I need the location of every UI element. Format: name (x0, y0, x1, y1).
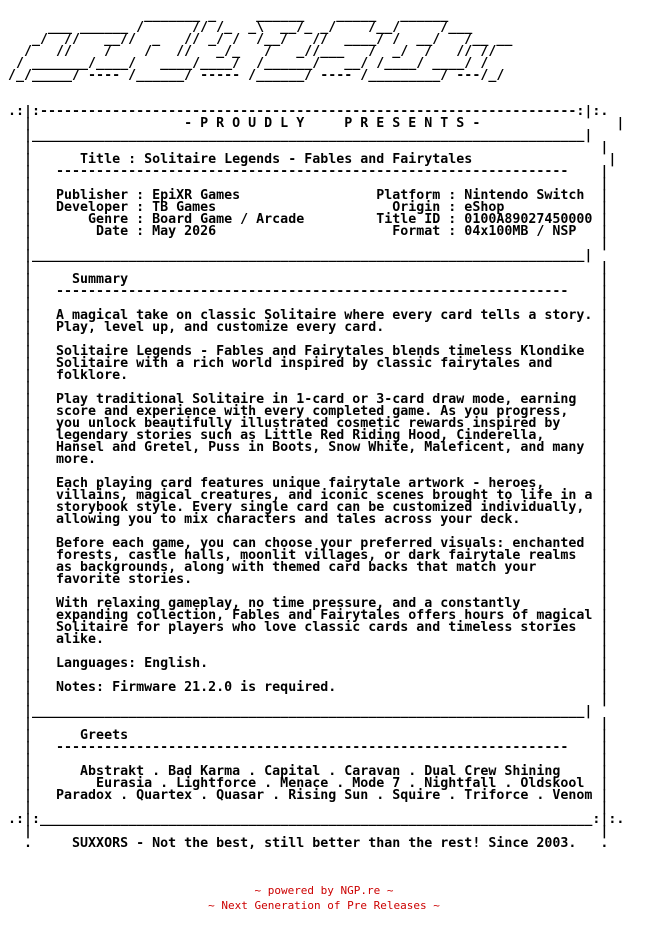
nfo-logo-art: _______ _ ______ _____ ______ ___ ______ / // /_ _\ __/_ _/ /__/ /___ _/ // __// _ // _/ / /__/ // ____/ / __/ /__ __ / // / / // _/_ / _//___ / _/ / // // / _______/____/ ____/____/ /______/ __/ /____/ ____/ / /_/_____/ ---- /______/ ----- /______/ ---- /_________/ ---/_/ (8, 8, 513, 83)
nfo-document: .:|:-------------------------------------------------------------------:|:. | - P R O U D L Y P R E S E N T S - | |_____________________________________________________________________| | | | Title : Solitaire Legends - Fables and Fairytales | | ---------------------------------------------------------------- | | | | Publisher : EpiXR Games Platform : Nintendo Switch | | Developer : TB Games Origin : eShop | | Genre : Board Game / Arcade Title ID : 0100A89027450000 | | Date : May 2026 Format : 04x100MB / NSP | | | |_____________________________________________________________________| | | | Summary | | ---------------------------------------------------------------- | | | | A magical take on classic Solitaire where every card tells a story. | | Play, level up, and customize every card. | | | | Solitaire Legends - Fables and Fairytales blends timeless Klondike | | Solitaire with a rich world inspired by classic fairytales and | | folklore. | | | | Play traditional Solitaire in 1-card or 3-card draw mode, earning | | score and experience with every completed game. As you progress, | | you unlock beautifully illustrated cosmetic rewards inspired by | | legendary stories such as Little Red Riding Hood, Cinderella, | | Hansel and Gretel, Puss in Boots, Snow White, Maleficent, and many | | more. | | | | Each playing card features unique fairytale artwork - heroes, | | villains, magical creatures, and iconic scenes brought to life in a | | storybook style. Every single card can be customized individually, | | allowing you to mix characters and tales across your deck. | | | | Before each game, you can choose your preferred visuals: enchanted | | forests, castle halls, moonlit villages, or dark fairytale realms | | as backgrounds, along with themed card backs that match your | | favorite stories. | | | | With relaxing gameplay, no time pressure, and a constantly | | expanding collection, Fables and Fairytales offers hours of magical | | Solitaire for players who love classic cards and timeless stories | | alike. | | | | Languages: English. | | | | Notes: Firmware 21.2.0 is required. | | | |_____________________________________________________________________| | | | Greets | | ---------------------------------------------------------------- | | | | Abstrakt . Bad Karma . Capital . Caravan . Dual Crew Shining | | Eurasia . Lightforce . Menace . Mode 7 . Nightfall . Oldskool | | Paradox . Quartex . Quasar . Rising Sun . Squire . Triforce . Venom | | | .:|:_____________________________________________________________________:|:. | | . SUXXORS - Not the best, still better than the rest! Since 2003. . (8, 104, 625, 851)
footer-powered-by: ~ powered by NGP.re ~ (254, 884, 394, 897)
footer-tagline: ~ Next Generation of Pre Releases ~ (208, 899, 440, 912)
